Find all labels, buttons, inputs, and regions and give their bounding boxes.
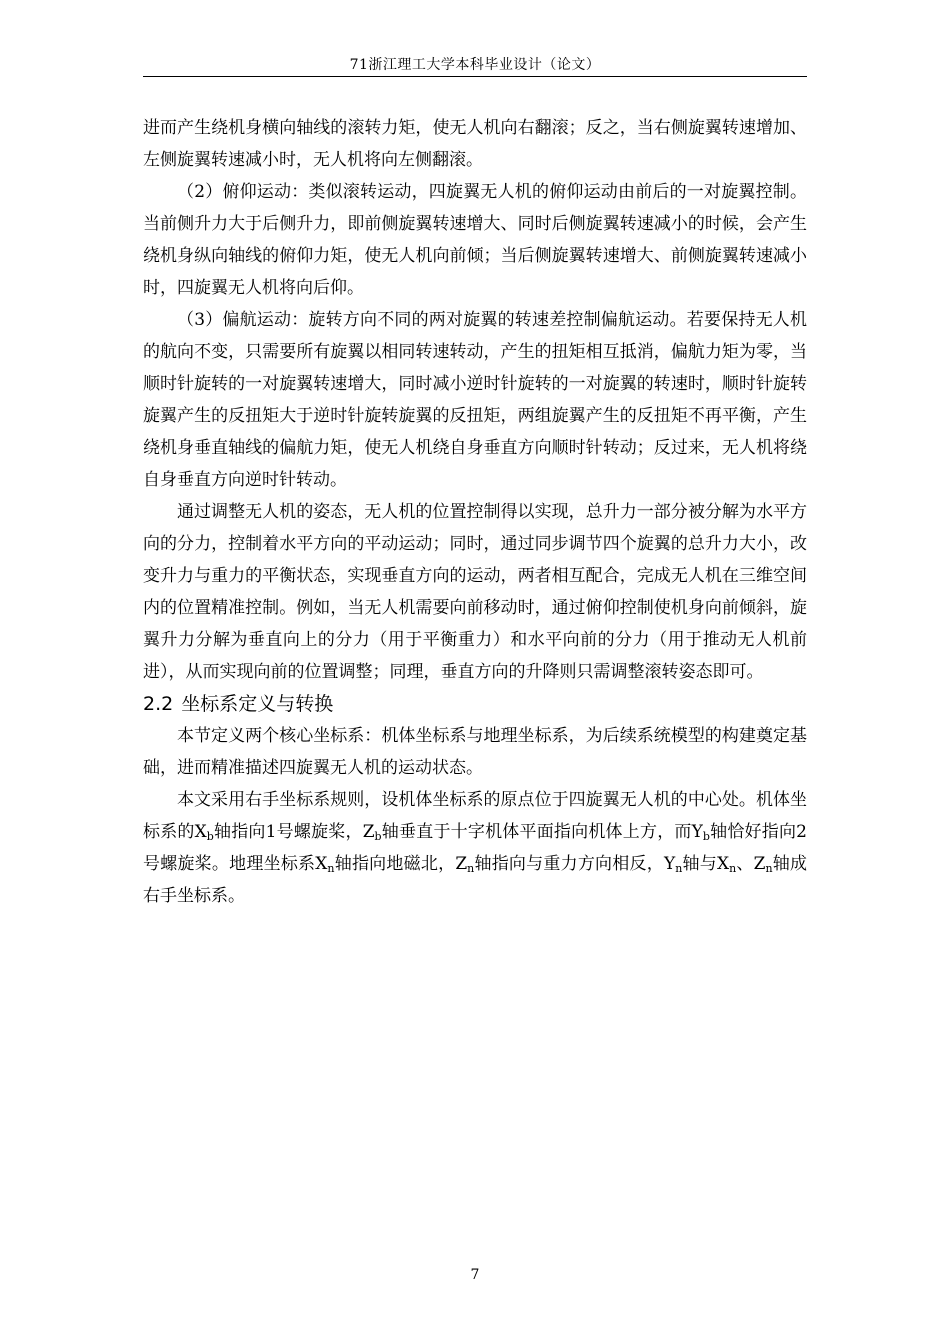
page-body	[143, 112, 807, 912]
axis-subscript: n	[467, 862, 475, 875]
axis-yb	[692, 822, 710, 842]
axis-letter: Y	[663, 854, 676, 874]
axis-zn-second	[754, 854, 773, 874]
header-title: 71浙江理工大学本科毕业设计（论文）	[349, 57, 601, 73]
section-title: 坐标系定义与转换	[181, 693, 334, 715]
text-segment: 轴指向与重力方向相反，	[474, 854, 664, 874]
text-segment: 、	[736, 854, 754, 874]
axis-subscript: n	[729, 862, 737, 875]
axis-subscript: n	[327, 862, 335, 875]
page-number: 7	[470, 1267, 480, 1283]
axis-subscript: b	[374, 830, 382, 843]
axis-xb	[195, 822, 214, 842]
text-segment: 轴恰好指向2号螺旋桨。地理坐标系	[143, 822, 807, 874]
axis-yn	[664, 854, 682, 874]
axis-letter: Z	[362, 822, 375, 842]
axis-subscript: n	[765, 862, 773, 875]
axis-letter: Y	[691, 822, 703, 842]
axis-subscript: n	[675, 862, 683, 875]
section-heading	[143, 688, 807, 720]
paragraph-position-control: 通过调整无人机的姿态，无人机的位置控制得以实现，总升力一部分被分解为水平方向的分力，控制着水平方向的平动运动；同时，通过同步调节四个旋翼的总升力大小，改变升力与重力的平衡状态，实现垂直方向的运动，两者相互配合，完成无人机在三维空间内的位置精准控制。例如，当无人机需要向前移动时，通过俯仰控制使机身向前倾斜，旋翼升力分解为垂直向上的分力（用于平衡重力）和水平向前的分力（用于推动无人机前进），从而实现向前的位置调整；同理，垂直方向的升降则只需调整滚转姿态即可。	[143, 502, 807, 682]
axis-zn	[455, 854, 474, 874]
axis-letter: X	[717, 854, 730, 874]
paragraph-pitch-motion: （2）俯仰运动：类似滚转运动，四旋翼无人机的俯仰运动由前后的一对旋翼控制。当前侧升力大于后侧升力，即前侧旋翼转速增大、同时后侧旋翼转速减小的时候，会产生绕机身纵向轴线的俯仰力矩，使无人机向前倾；当后侧旋翼转速增大、前侧旋翼转速减小时，四旋翼无人机将向后仰。	[143, 182, 807, 298]
axis-subscript: b	[702, 830, 710, 843]
axis-subscript: b	[206, 830, 214, 843]
text-segment: 轴成右手坐标系。	[143, 854, 808, 906]
page-header	[143, 56, 807, 74]
paragraph-coordinate-definition	[143, 784, 807, 912]
axis-letter: Z	[753, 854, 766, 874]
axis-letter: Z	[455, 854, 468, 874]
text-segment: 轴指向1号螺旋桨，	[213, 822, 363, 842]
text-segment: 轴指向地磁北，	[334, 854, 456, 874]
axis-letter: X	[315, 854, 328, 874]
axis-xn-second	[717, 854, 736, 874]
text-segment: 轴垂直于十字机体平面指向机体上方，而	[381, 822, 692, 842]
paragraph-roll-continued: 进而产生绕机身横向轴线的滚转力矩，使无人机向右翻滚；反之，当右侧旋翼转速增加、左侧旋翼转速减小时，无人机将向左侧翻滚。	[143, 118, 807, 170]
axis-letter: X	[194, 822, 207, 842]
axis-xn	[315, 854, 334, 874]
text-segment: 本文采用右手坐标系规则，设机体坐标系的原点位于四旋翼无人机的中心处。机体坐标系的	[143, 790, 807, 842]
paragraph-coordinate-intro: 本节定义两个核心坐标系：机体坐标系与地理坐标系，为后续系统模型的构建奠定基础，进而精准描述四旋翼无人机的运动状态。	[143, 726, 807, 778]
section-number: 2.2	[143, 693, 174, 715]
paragraph-yaw-motion: （3）偏航运动：旋转方向不同的两对旋翼的转速差控制偏航运动。若要保持无人机的航向不变，只需要所有旋翼以相同转速转动，产生的扭矩相互抵消，偏航力矩为零，当顺时针旋转的一对旋翼转速增大，同时减小逆时针旋转的一对旋翼的转速时，顺时针旋转旋翼产生的反扭矩大于逆时针旋转旋翼的反扭矩，两组旋翼产生的反扭矩不再平衡，产生绕机身垂直轴线的偏航力矩，使无人机绕自身垂直方向顺时针转动；反过来，无人机将绕自身垂直方向逆时针转动。	[143, 310, 807, 490]
text-segment: 轴与	[682, 854, 717, 874]
header-rule	[143, 76, 807, 77]
axis-zb	[363, 822, 382, 842]
